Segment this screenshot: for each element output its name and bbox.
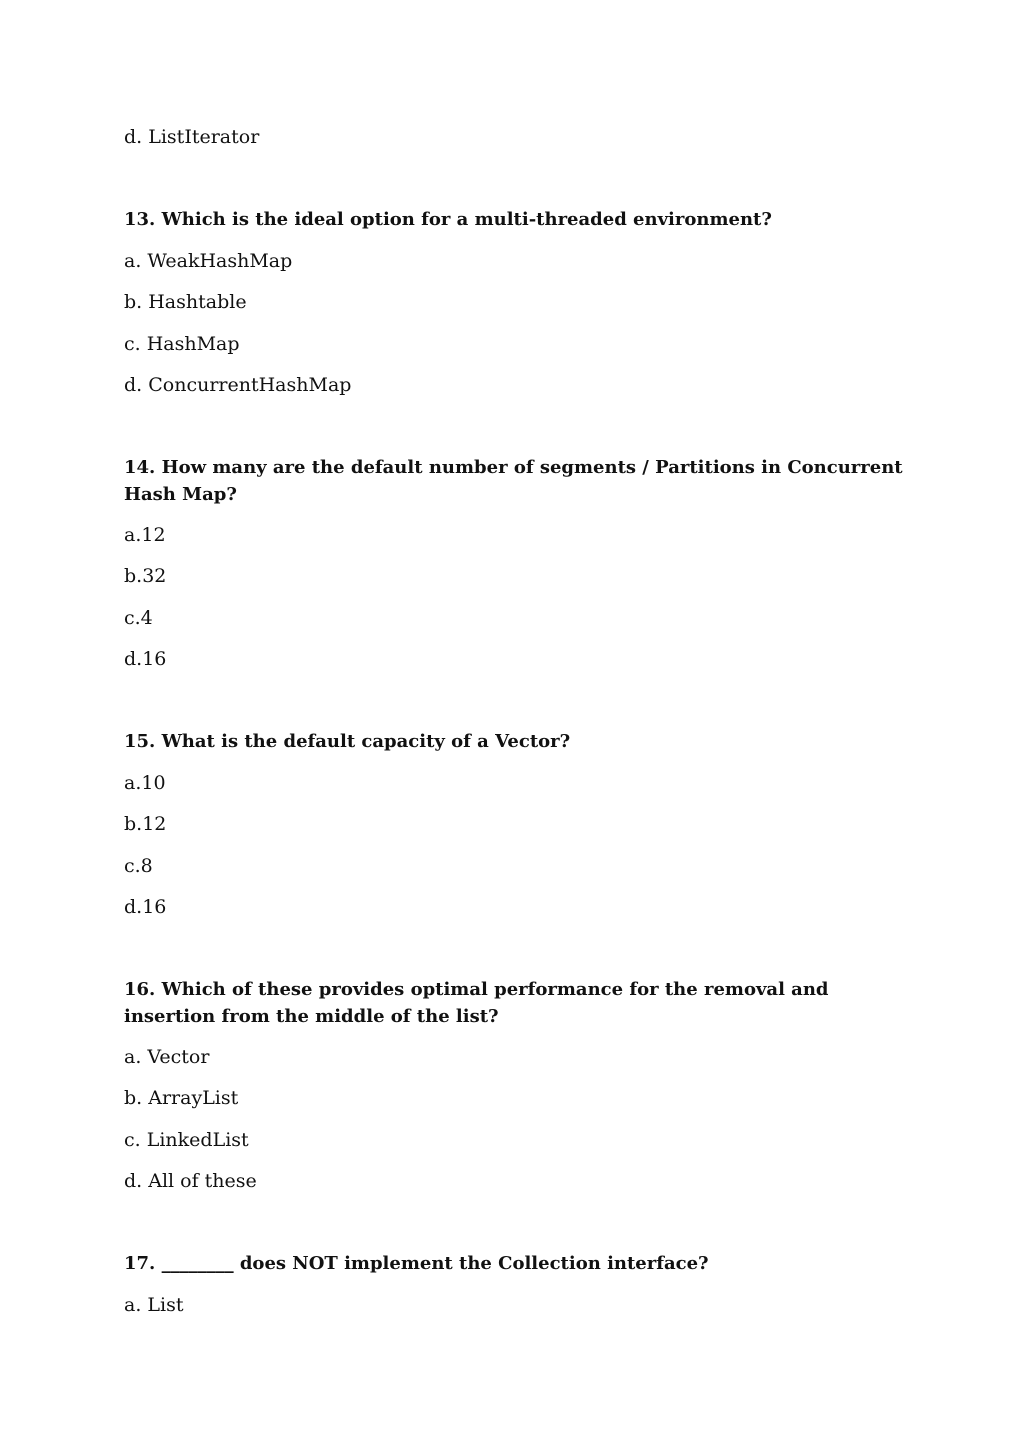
- option-15-d: d.16: [124, 896, 167, 918]
- option-13-b: b. Hashtable: [124, 291, 247, 313]
- question-14: 14. How many are the default number of segments / Partitions in Concurrent Hash Map?: [124, 457, 903, 505]
- option-16-a: a. Vector: [124, 1046, 210, 1068]
- option-16-d: d. All of these: [124, 1170, 257, 1192]
- option-15-a: a.10: [124, 772, 166, 794]
- option-13-c: c. HashMap: [124, 333, 240, 355]
- option-16-c: c. LinkedList: [124, 1129, 249, 1151]
- question-16: 16. Which of these provides optimal performance for the removal and insertion from the middle of the list?: [124, 979, 829, 1027]
- question-17: 17. ________ does NOT implement the Collection interface?: [124, 1253, 709, 1274]
- option-14-d: d.16: [124, 648, 167, 670]
- question-15: 15. What is the default capacity of a Vector?: [124, 731, 571, 752]
- option-17-a: a. List: [124, 1294, 184, 1316]
- question-13: 13. Which is the ideal option for a multi-threaded environment?: [124, 209, 772, 230]
- option-13-d: d. ConcurrentHashMap: [124, 374, 352, 396]
- option-13-a: a. WeakHashMap: [124, 250, 293, 272]
- option-15-c: c.8: [124, 855, 153, 877]
- option-16-b: b. ArrayList: [124, 1087, 239, 1109]
- option-14-a: a.12: [124, 524, 166, 546]
- option-14-b: b.32: [124, 565, 167, 587]
- option-prev-d: d. ListIterator: [124, 126, 260, 148]
- option-14-c: c.4: [124, 607, 153, 629]
- option-15-b: b.12: [124, 813, 167, 835]
